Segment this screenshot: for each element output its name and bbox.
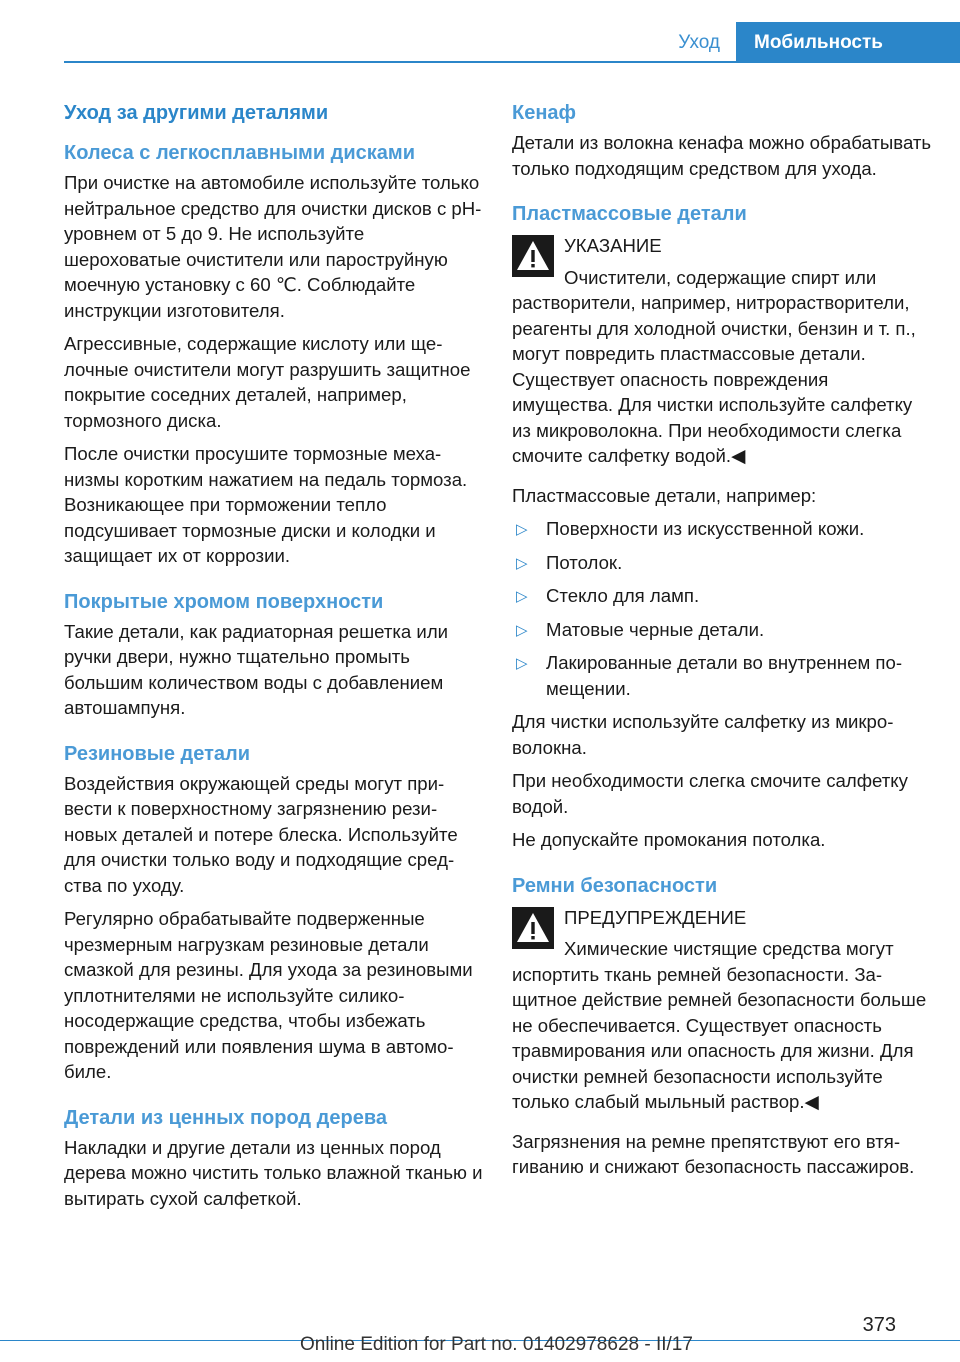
triangle-bullet-icon: ▷ bbox=[516, 621, 528, 639]
paragraph: Воздействия окружающей среды могут привести к поверхностному загрязнению резиновых деталей и потере блеска. Используйте для очистки только воду и подходящие средства по уходу. bbox=[64, 772, 458, 896]
paragraph: Регулярно обрабатывайте подверженные чрезмерным нагрузкам резиновые детали смазкой для резины. Для ухода за резиновыми уплотнителями не используйте силиконосодержащие средства, чтобы избежать повреждений или появления шума в автомобиле. bbox=[64, 908, 473, 1082]
paragraph: Не допускайте промокания потолка. bbox=[512, 829, 826, 850]
list-item: ▷ Стекло для ламп. bbox=[512, 583, 932, 609]
list-item: ▷ Лакированные детали во внутреннем помещении. bbox=[516, 652, 903, 699]
top-navigation bbox=[662, 22, 960, 62]
triangle-bullet-icon: ▷ bbox=[516, 554, 528, 572]
warning-triangle-icon bbox=[512, 907, 554, 949]
header-rule bbox=[64, 61, 960, 63]
paragraph: Такие детали, как радиаторная решетка или ручки двери, нужно тщательно промыть большим количеством воды с добавлением автошампуня. bbox=[64, 620, 449, 718]
list-item: ▷ Поверхности из искусственной кожи. bbox=[512, 516, 932, 542]
triangle-bullet-icon: ▷ bbox=[516, 521, 528, 538]
paragraph: Загрязнения на ремне препятствуют его втягиванию и снижают безопасность пассажиров. bbox=[512, 1130, 915, 1177]
section-heading-plastic: Пластмассовые детали bbox=[512, 203, 747, 225]
paragraph: Агрессивные, содержащие кислоту или щелочные очистители могут разрушить защитное покрытие соседних деталей, например, тормозного диска. bbox=[64, 333, 471, 431]
list-item: ▷ Матовые черные детали. bbox=[512, 617, 932, 643]
list-item: ▷ Потолок. bbox=[512, 550, 932, 576]
triangle-bullet-icon: ▷ bbox=[516, 588, 528, 605]
warning-triangle-icon bbox=[512, 235, 554, 277]
warning-label: ПРЕДУПРЕЖДЕНИЕ bbox=[564, 906, 747, 928]
section-heading-wood: Детали из ценных пород дерева bbox=[64, 1106, 387, 1129]
warning-box bbox=[512, 905, 932, 1115]
paragraph: После очистки просушите тормозные механизмы коротким нажатием на педаль тормоза. Возникающее при торможении тепло подсушивает тормозные диски и колодки и защищает их от коррозии. bbox=[64, 443, 468, 566]
paragraph: Пластмассовые детали, например: bbox=[512, 484, 817, 506]
paragraph: При очистке на автомобиле используйте только нейтральное средство для очистки дисков с pH-уровнем от 5 до 9. Не используйте шероховатые очистители или пароструйную моечную установку с 60 ℃. Соблюдайте инструкции изготовителя. bbox=[64, 172, 482, 321]
section-heading-rubber: Резиновые детали bbox=[64, 742, 251, 765]
paragraph: Детали из волокна кенафа можно обрабатывать только подходящим средством для ухода. bbox=[512, 132, 932, 179]
edition-line: Online Edition for Part no. 01402978628 - II/17 bbox=[300, 1334, 693, 1355]
section-heading-chrome: Покрытые хромом поверхности bbox=[64, 590, 384, 613]
right-column bbox=[512, 100, 932, 1188]
notice-label: УКАЗАНИЕ bbox=[564, 235, 662, 256]
page-title: Уход за другими деталями bbox=[64, 102, 329, 124]
warning-text: испортить ткань ремней безопасности. Защитное действие ремней безопасности больше не обеспечивается. Существует опасность травмирования или опасность для жизни. Для очистки ремней безопасности используйте только слабый мыльный раствор.◀ bbox=[512, 963, 927, 1112]
section-heading-wheels: Колеса с легкосплавными дисками bbox=[64, 142, 416, 164]
tab-mobility[interactable]: Мобильность bbox=[736, 22, 960, 62]
triangle-bullet-icon: ▷ bbox=[516, 655, 528, 672]
paragraph: Для чистки используйте салфетку из микроволокна. bbox=[512, 711, 894, 758]
page-number: 373 bbox=[862, 1314, 896, 1336]
paragraph: Накладки и другие детали из ценных пород дерева можно чистить только влажной тканью и вытирать сухой салфеткой. bbox=[64, 1136, 483, 1209]
left-column bbox=[64, 100, 484, 1219]
paragraph: При необходимости слегка смочите салфетку водой. bbox=[512, 770, 908, 817]
warning-text-first-line: Химические чистящие средства могут bbox=[564, 938, 894, 959]
section-heading-kenaf: Кенаф bbox=[512, 102, 577, 124]
notice-text: растворители, например, нитрорастворители, реагенты для холодной очистки, бензин и т. п., могут повредить пластмассовые детали. Существует опасность повреждения имущества. Для чистки используйте салфетку из микроволокна. При необходимости слегка смочите салфетку водой.◀ bbox=[512, 292, 916, 466]
notice-box bbox=[512, 233, 932, 469]
tab-care[interactable]: Уход bbox=[662, 22, 736, 62]
plastic-parts-list bbox=[512, 516, 932, 701]
notice-text-first-line: Очистители, содержащие спирт или bbox=[564, 266, 877, 288]
section-heading-belts: Ремни безопасности bbox=[512, 874, 718, 897]
